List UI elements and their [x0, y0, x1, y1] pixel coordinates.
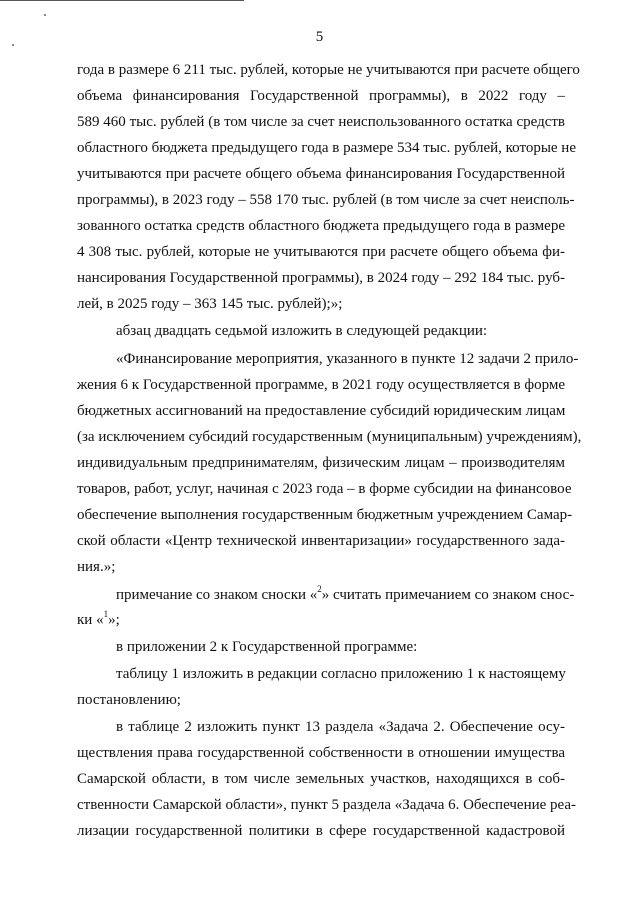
footnote-text-end-before: ки «	[77, 612, 104, 628]
paragraph-start-line: «Финансирование мероприятия, указанного в пункте 12 задачи 2 прило-	[116, 351, 579, 367]
text-line: нансирования Государственной программы), в 2024 году – 292 184 тыс. руб-	[77, 270, 565, 286]
text-line: ния.»;	[77, 559, 116, 575]
paragraph-start-line: таблицу 1 изложить в редакции согласно приложению 1 к настоящему	[116, 666, 566, 682]
footnote-text-middle: » считать примечанием со знаком снос-	[321, 587, 575, 603]
text-line: программы), в 2023 году – 558 170 тыс. рублей (в том числе за счет неисполь-	[77, 192, 575, 208]
text-line: постановлению;	[77, 692, 181, 708]
text-line: ществления права государственной собственности в отношении имущества	[77, 745, 565, 761]
text-line: 4 308 тыс. рублей, которые не учитываются при расчете общего объема фи-	[77, 244, 565, 260]
scan-speck	[44, 14, 46, 16]
footnote-text-end-after: »;	[108, 612, 120, 628]
text-line: (за исключением субсидий государственным (муниципальным) учреждениям),	[77, 429, 582, 445]
text-line: Самарской области, в том числе земельных участков, находящихся в соб-	[77, 771, 565, 787]
text-line: объема финансирования Государственной программы), в 2022 году –	[77, 88, 565, 104]
footnote-superscript-2: 2	[317, 584, 322, 594]
paragraph-start-line: абзац двадцать седьмой изложить в следующей редакции:	[116, 323, 488, 339]
paragraph-start-line: в таблице 2 изложить пункт 13 раздела «Задача 2. Обеспечение осу-	[116, 719, 565, 735]
text-line: ственности Самарской области», пункт 5 раздела «Задача 6. Обеспечение реа-	[77, 797, 577, 813]
text-line: лизации государственной политики в сфере государственной кадастровой	[77, 823, 565, 839]
text-line: учитываются при расчете общего объема финансирования Государственной	[77, 166, 565, 182]
text-line: ской области «Центр технической инвентаризации» государственного зада-	[77, 533, 565, 549]
text-line: 589 460 тыс. рублей (в том числе за счет неиспользованного остатка средств	[77, 114, 565, 130]
text-line: жения 6 к Государственной программе, в 2021 году осуществляется в форме	[77, 377, 565, 393]
text-line: областного бюджета предыдущего года в размере 534 тыс. рублей, которые не	[77, 140, 576, 156]
footnote-paragraph-line	[116, 582, 575, 608]
footnote-text-before: примечание со знаком сноски «	[116, 587, 318, 603]
text-line: лей, в 2025 году – 363 145 тыс. рублей);»;	[77, 296, 343, 312]
text-line: бюджетных ассигнований на предоставление субсидий юридическим лицам	[77, 403, 566, 419]
footnote-paragraph-end-line	[77, 607, 565, 633]
top-scan-rule	[0, 0, 244, 1]
text-line: обеспечение выполнения государственным бюджетным учреждением Самар-	[77, 507, 573, 523]
page-number: 5	[315, 29, 324, 45]
text-line: индивидуальным предпринимателям, физическим лицам – производителям	[77, 455, 565, 471]
text-line: года в размере 6 211 тыс. рублей, которые не учитываются при расчете общего	[77, 62, 580, 78]
paragraph-start-line: в приложении 2 к Государственной программе:	[116, 639, 418, 655]
text-line: товаров, работ, услуг, начиная с 2023 года – в форме субсидии на финансовое	[77, 481, 572, 497]
footnote-superscript-1: 1	[103, 609, 109, 619]
text-line: зованного остатка средств областного бюджета предыдущего года в размере	[77, 218, 565, 234]
